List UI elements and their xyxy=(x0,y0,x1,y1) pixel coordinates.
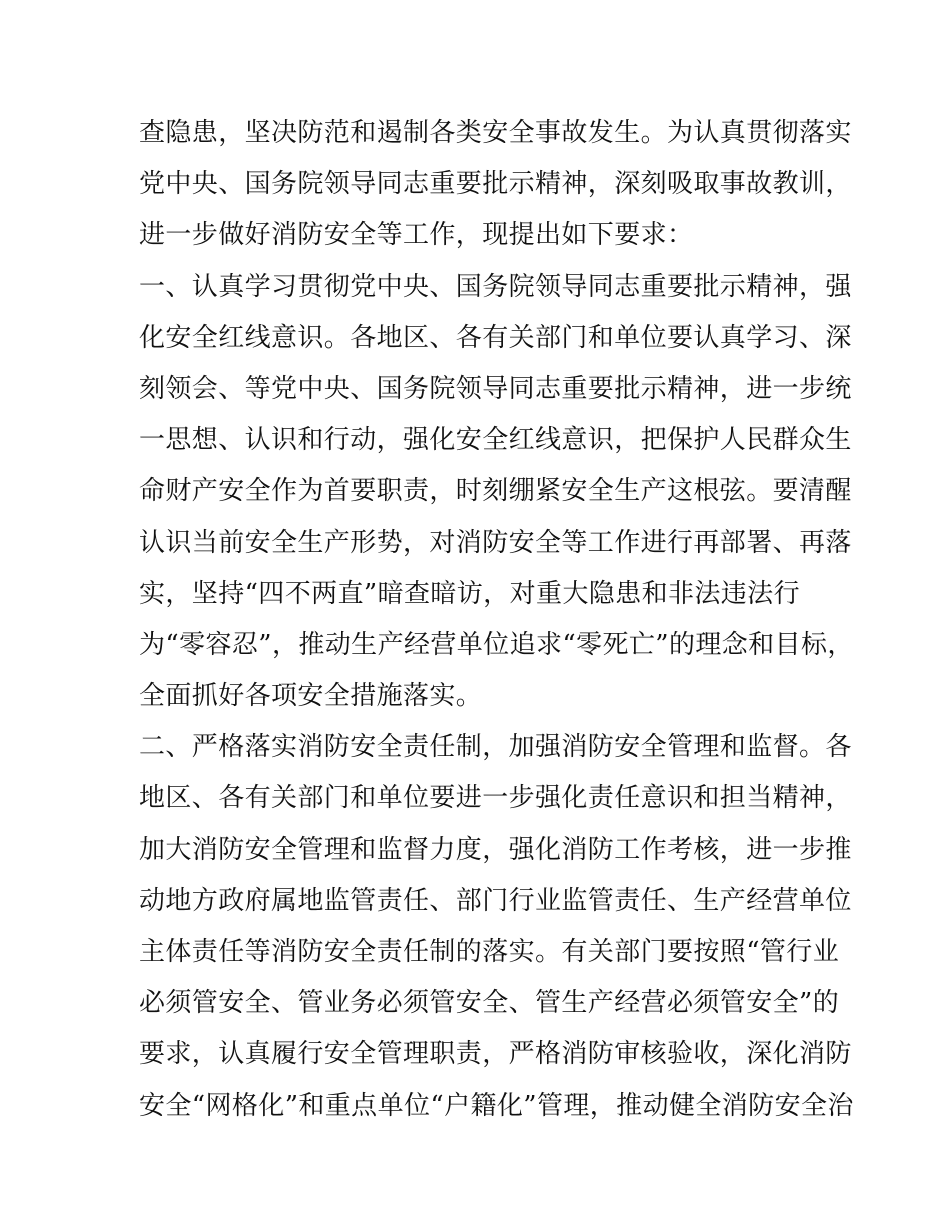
text-line: 党中央、国务院领导同志重要批示精神，深刻吸取事故教训， xyxy=(139,169,852,200)
text-line: 一、认真学习贯彻党中央、国务院领导同志重要批示精神，强 xyxy=(139,271,852,302)
text-line: 查隐患，坚决防范和遏制各类安全事故发生。为认真贯彻落实 xyxy=(139,118,852,148)
text-line: 安全“网格化”和重点单位“户籍化”管理，推动健全消防安全治 xyxy=(139,1090,854,1121)
text-line: 化安全红线意识。各地区、各有关部门和单位要认真学习、深 xyxy=(139,322,852,353)
text-line: 实，坚持“四不两直”暗查暗访，对重大隐患和非法违法行 xyxy=(139,578,800,609)
text-line: 全面抓好各项安全措施落实。 xyxy=(139,681,483,712)
text-line: 主体责任等消防安全责任制的落实。有关部门要按照“管行业 xyxy=(139,937,840,967)
text-line: 加大消防安全管理和监督力度，强化消防工作考核，进一步推 xyxy=(139,834,852,865)
text-line: 刻领会、等党中央、国务院领导同志重要批示精神，进一步统 xyxy=(139,373,852,404)
text-line: 二、严格落实消防安全责任制，加强消防安全管理和监督。各 xyxy=(139,732,852,763)
text-line: 地区、各有关部门和单位要进一步强化责任意识和担当精神， xyxy=(139,783,852,814)
text-line: 命财产安全作为首要职责，时刻绷紧安全生产这根弦。要清醒 xyxy=(139,476,852,507)
text-line: 要求，认真履行安全管理职责，严格消防审核验收，深化消防 xyxy=(139,1039,852,1070)
text-line: 为“零容忍”，推动生产经营单位追求“零死亡”的理念和目标， xyxy=(139,629,854,660)
text-line: 认识当前安全生产形势，对消防安全等工作进行再部署、再落 xyxy=(139,527,852,558)
text-line: 一思想、认识和行动，强化安全红线意识，把保护人民群众生 xyxy=(139,425,852,456)
text-line: 必须管安全、管业务必须管安全、管生产经营必须管安全”的 xyxy=(139,988,840,1019)
text-line: 动地方政府属地监管责任、部门行业监管责任、生产经营单位 xyxy=(139,885,852,916)
text-line: 进一步做好消防安全等工作，现提出如下要求： xyxy=(139,220,694,251)
document-body xyxy=(139,108,854,1132)
